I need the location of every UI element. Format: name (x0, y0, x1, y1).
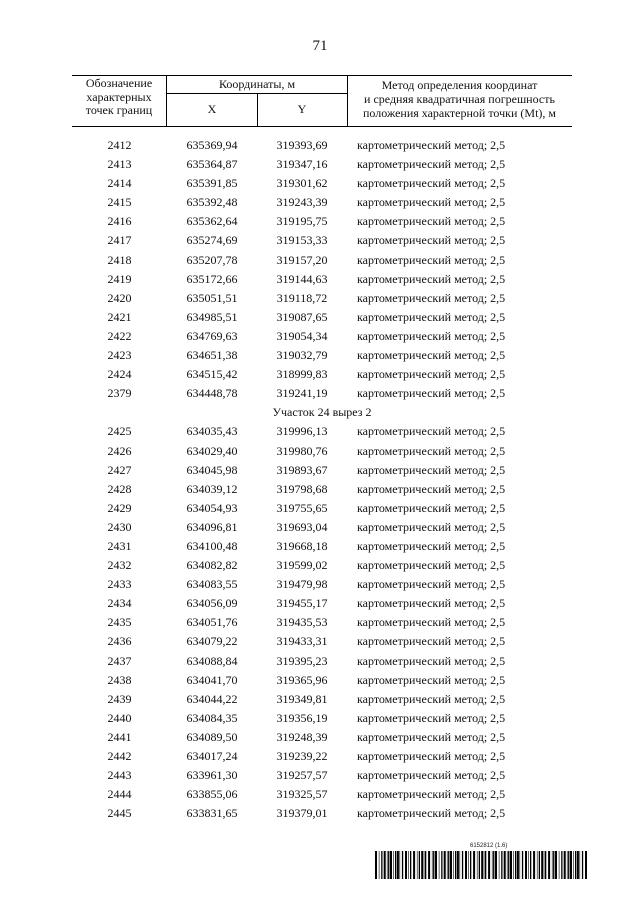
y-cell: 319257,57 (276, 768, 328, 783)
table-row (72, 365, 572, 384)
header-y: Y (297, 102, 307, 116)
y-cell: 319157,20 (276, 252, 328, 267)
point-cell: 2427 (107, 462, 132, 477)
x-cell: 634985,51 (186, 309, 238, 324)
point-cell: 2425 (107, 424, 132, 439)
point-cell: 2415 (107, 195, 132, 210)
table-row (72, 193, 572, 212)
point-cell: 2444 (107, 787, 132, 802)
x-cell: 634045,98 (186, 462, 238, 477)
table-row (72, 747, 572, 766)
x-cell: 633855,06 (186, 787, 238, 802)
x-cell: 634056,09 (186, 596, 238, 611)
y-cell: 319379,01 (276, 806, 328, 821)
point-cell: 2434 (107, 596, 132, 611)
point-cell: 2442 (107, 749, 132, 763)
y-cell: 319032,79 (276, 348, 328, 363)
table-row (72, 766, 572, 785)
table-body (72, 136, 572, 823)
point-cell: 2439 (107, 691, 132, 706)
x-cell: 634044,22 (186, 691, 238, 706)
method-cell: картометрический метод; 2,5 (357, 691, 506, 706)
y-cell: 319798,68 (276, 481, 328, 496)
method-cell: картометрический метод; 2,5 (357, 710, 506, 725)
table-row (72, 480, 572, 499)
table-row (72, 709, 572, 728)
header-method-line-1: Метод определения координат (381, 78, 538, 92)
method-cell: картометрический метод; 2,5 (357, 615, 506, 630)
method-cell: картометрический метод; 2,5 (357, 538, 506, 553)
table-row (72, 289, 572, 308)
table-row (72, 690, 572, 709)
point-cell: 2422 (107, 328, 132, 343)
point-cell: 2420 (107, 290, 132, 305)
x-cell: 634088,84 (186, 653, 238, 668)
x-cell: 634029,40 (186, 443, 238, 458)
header-coordinates (167, 76, 348, 126)
x-cell: 634054,93 (186, 500, 238, 515)
method-cell: картометрический метод; 2,5 (357, 328, 506, 343)
point-cell: 2443 (107, 768, 132, 783)
x-cell: 634039,12 (186, 481, 238, 496)
y-cell: 319349,81 (276, 691, 328, 706)
x-cell: 635207,78 (186, 252, 238, 267)
table-row (72, 327, 572, 346)
header-method-line-2: и средняя квадратичная погрешность (364, 92, 555, 106)
table-row (72, 785, 572, 804)
header-point-designation (72, 76, 167, 126)
point-cell: 2412 (107, 138, 132, 152)
method-cell: картометрический метод; 2,5 (357, 157, 506, 172)
point-cell: 2436 (107, 634, 132, 649)
method-cell: картометрический метод; 2,5 (357, 214, 506, 229)
table-row (72, 613, 572, 632)
y-cell: 319153,33 (276, 233, 328, 248)
method-cell: картометрический метод; 2,5 (357, 348, 506, 363)
table-row (72, 499, 572, 518)
header-point-line-2: характерных (86, 89, 152, 104)
method-cell: картометрический метод; 2,5 (357, 653, 506, 668)
y-cell: 319599,02 (276, 558, 328, 573)
point-cell: 2435 (107, 615, 132, 630)
y-cell: 319693,04 (276, 519, 328, 534)
method-cell: картометрический метод; 2,5 (357, 768, 506, 783)
barcode-image (375, 851, 587, 879)
y-cell: 319455,17 (276, 596, 328, 611)
point-cell: 2438 (107, 672, 132, 687)
y-cell: 319395,23 (276, 653, 328, 668)
table-row (72, 422, 572, 441)
table-row (72, 671, 572, 690)
x-cell: 634084,35 (186, 710, 238, 725)
x-cell: 634089,50 (186, 729, 238, 744)
x-cell: 633961,30 (186, 768, 238, 783)
point-cell: 2437 (107, 653, 132, 668)
method-cell: картометрический метод; 2,5 (357, 500, 506, 515)
barcode-label: 6152812 (1.6) (470, 843, 508, 849)
y-cell: 319239,22 (276, 749, 328, 763)
table-row (72, 537, 572, 556)
point-cell: 2416 (107, 214, 132, 229)
point-cell: 2419 (107, 271, 132, 286)
header-coordinates-title: Координаты, м (167, 76, 347, 94)
table-row (72, 632, 572, 651)
x-cell: 635172,66 (186, 271, 238, 286)
table-row (72, 384, 572, 403)
table-row (72, 346, 572, 365)
x-cell: 633831,65 (186, 806, 238, 821)
method-cell: картометрический метод; 2,5 (357, 176, 506, 191)
point-cell: 2418 (107, 252, 132, 267)
y-cell: 319479,98 (276, 577, 328, 592)
method-cell: картометрический метод; 2,5 (357, 462, 506, 477)
method-cell: картометрический метод; 2,5 (357, 481, 506, 496)
table-row (72, 652, 572, 671)
method-cell: картометрический метод; 2,5 (357, 577, 506, 592)
x-cell: 634079,22 (186, 634, 238, 649)
table-row (72, 136, 572, 155)
x-cell: 634083,55 (186, 577, 238, 592)
method-cell: картометрический метод; 2,5 (357, 386, 506, 401)
point-cell: 2424 (107, 367, 132, 382)
y-cell: 319356,19 (276, 710, 328, 725)
point-cell: 2441 (107, 729, 132, 744)
y-cell: 319241,19 (276, 386, 328, 401)
method-cell: картометрический метод; 2,5 (357, 195, 506, 210)
point-cell: 2430 (107, 519, 132, 534)
x-cell: 634035,43 (186, 424, 238, 439)
y-cell: 319393,69 (276, 138, 328, 152)
method-cell: картометрический метод; 2,5 (357, 252, 506, 267)
method-cell: картометрический метод; 2,5 (357, 749, 506, 763)
header-method (347, 76, 572, 126)
x-cell: 634769,63 (186, 328, 238, 343)
table-row (72, 174, 572, 193)
y-cell: 319980,76 (276, 443, 328, 458)
table-row (72, 442, 572, 461)
method-cell: картометрический метод; 2,5 (357, 290, 506, 305)
x-cell: 634082,82 (186, 558, 238, 573)
method-cell: картометрический метод; 2,5 (357, 672, 506, 687)
y-cell: 319118,72 (276, 290, 328, 305)
y-cell: 319243,39 (276, 195, 328, 210)
y-cell: 319248,39 (276, 729, 328, 744)
method-cell: картометрический метод; 2,5 (357, 806, 506, 821)
header-method-line-3: положения характерной точки (Mt), м (362, 106, 556, 120)
method-cell: картометрический метод; 2,5 (357, 596, 506, 611)
point-cell: 2426 (107, 443, 132, 458)
point-cell: 2433 (107, 577, 132, 592)
y-cell: 319996,13 (276, 424, 328, 439)
method-cell: картометрический метод; 2,5 (357, 138, 506, 152)
table-row (72, 212, 572, 231)
x-cell: 634041,70 (186, 672, 238, 687)
table-row (72, 251, 572, 270)
x-cell: 634448,78 (186, 386, 238, 401)
point-cell: 2429 (107, 500, 132, 515)
method-cell: картометрический метод; 2,5 (357, 558, 506, 573)
y-cell: 319435,53 (276, 615, 328, 630)
table-row (72, 804, 572, 823)
method-cell: картометрический метод; 2,5 (357, 367, 506, 382)
y-cell: 319755,65 (276, 500, 328, 515)
x-cell: 635369,94 (186, 138, 238, 152)
y-cell: 319365,96 (276, 672, 328, 687)
y-cell: 319301,62 (276, 176, 328, 191)
point-cell: 2413 (107, 157, 132, 172)
point-cell: 2432 (107, 558, 132, 573)
y-cell: 319893,67 (276, 462, 328, 477)
point-cell: 2417 (107, 233, 132, 248)
table-row (72, 461, 572, 480)
x-cell: 634096,81 (186, 519, 238, 534)
method-cell: картометрический метод; 2,5 (357, 309, 506, 324)
method-cell: картометрический метод; 2,5 (357, 233, 506, 248)
header-point-line-1: Обозначение (85, 76, 153, 90)
table-header (72, 75, 572, 127)
y-cell: 319668,18 (276, 538, 328, 553)
method-cell: картометрический метод; 2,5 (357, 729, 506, 744)
x-cell: 635392,48 (186, 195, 238, 210)
y-cell: 319087,65 (276, 309, 328, 324)
y-cell: 318999,83 (276, 367, 328, 382)
page-number: 71 (312, 38, 328, 54)
point-cell: 2414 (107, 176, 132, 191)
table-row (72, 728, 572, 747)
method-cell: картометрический метод; 2,5 (357, 424, 506, 439)
table-row (72, 594, 572, 613)
y-cell: 319347,16 (276, 157, 328, 172)
method-cell: картометрический метод; 2,5 (357, 634, 506, 649)
table-row (72, 518, 572, 537)
point-cell: 2423 (107, 348, 132, 363)
method-cell: картометрический метод; 2,5 (357, 519, 506, 534)
x-cell: 634100,48 (186, 538, 238, 553)
point-cell: 2431 (107, 538, 132, 553)
x-cell: 635051,51 (186, 290, 238, 305)
point-cell: 2421 (107, 309, 132, 324)
y-cell: 319054,34 (276, 328, 328, 343)
y-cell: 319144,63 (276, 271, 328, 286)
x-cell: 635274,69 (186, 233, 238, 248)
header-point-line-3: точек границ (85, 103, 153, 117)
y-cell: 319433,31 (276, 634, 328, 649)
table-row (72, 308, 572, 327)
section-heading: Участок 24 вырез 2 (272, 405, 372, 420)
point-cell: 2428 (107, 481, 132, 496)
table-row (72, 270, 572, 289)
x-cell: 634651,38 (186, 348, 238, 363)
table-row (72, 231, 572, 250)
y-cell: 319325,57 (276, 787, 328, 802)
method-cell: картометрический метод; 2,5 (357, 787, 506, 802)
x-cell: 635391,85 (186, 176, 238, 191)
x-cell: 635364,87 (186, 157, 238, 172)
table-row (72, 556, 572, 575)
header-x: X (167, 93, 258, 126)
point-cell: 2379 (107, 386, 132, 401)
point-cell: 2445 (107, 806, 132, 821)
x-cell: 634051,76 (186, 615, 238, 630)
method-cell: картометрический метод; 2,5 (357, 271, 506, 286)
y-cell: 319195,75 (276, 214, 328, 229)
table-row (72, 575, 572, 594)
x-cell: 634017,24 (186, 749, 238, 763)
x-cell: 634515,42 (186, 367, 238, 382)
point-cell: 2440 (107, 710, 132, 725)
table-row (72, 155, 572, 174)
method-cell: картометрический метод; 2,5 (357, 443, 506, 458)
x-cell: 635362,64 (186, 214, 238, 229)
